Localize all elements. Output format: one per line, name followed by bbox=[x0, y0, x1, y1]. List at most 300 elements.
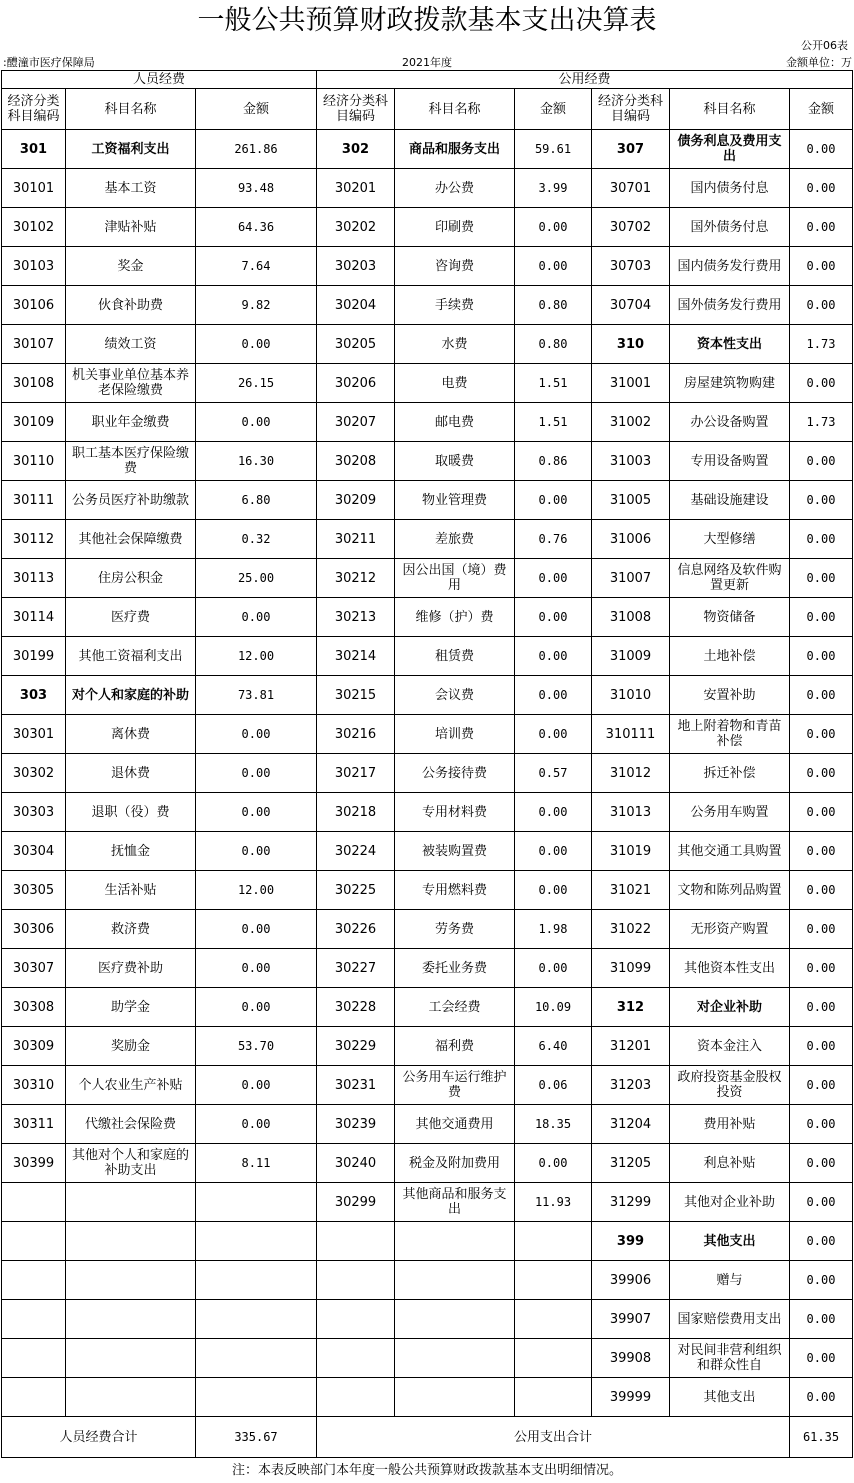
header-code: 经济分类科目编码 bbox=[2, 89, 66, 130]
table-row bbox=[2, 1144, 853, 1183]
table-body bbox=[2, 130, 853, 1417]
item-amount: 7.64 bbox=[196, 247, 317, 286]
page-title: 一般公共预算财政拨款基本支出决算表 bbox=[197, 5, 657, 36]
item-code: 30307 bbox=[2, 949, 66, 988]
item-code: 31203 bbox=[592, 1066, 670, 1105]
public-total-label: 公用支出合计 bbox=[317, 1417, 790, 1458]
item-code: 30114 bbox=[2, 598, 66, 637]
item-name: 专用材料费 bbox=[395, 793, 515, 832]
item-amount: 0.86 bbox=[515, 442, 592, 481]
header-amount: 金额 bbox=[196, 89, 317, 130]
item-name: 国内债务发行费用 bbox=[670, 247, 790, 286]
item-code bbox=[2, 1378, 66, 1417]
item-code: 310 bbox=[592, 325, 670, 364]
item-amount: 0.00 bbox=[515, 598, 592, 637]
item-amount: 6.80 bbox=[196, 481, 317, 520]
item-amount: 8.11 bbox=[196, 1144, 317, 1183]
item-code: 31019 bbox=[592, 832, 670, 871]
table-row bbox=[2, 559, 853, 598]
item-code: 30301 bbox=[2, 715, 66, 754]
item-name: 安置补助 bbox=[670, 676, 790, 715]
item-code: 30305 bbox=[2, 871, 66, 910]
item-amount: 0.00 bbox=[515, 676, 592, 715]
item-name bbox=[66, 1261, 196, 1300]
item-code: 302 bbox=[317, 130, 395, 169]
item-code: 30201 bbox=[317, 169, 395, 208]
item-code: 30702 bbox=[592, 208, 670, 247]
item-code: 301 bbox=[2, 130, 66, 169]
item-name: 公务员医疗补助缴款 bbox=[66, 481, 196, 520]
item-code: 30227 bbox=[317, 949, 395, 988]
item-code: 30107 bbox=[2, 325, 66, 364]
unit-name: 醴潼市医疗保障局 bbox=[6, 56, 95, 69]
item-code: 30204 bbox=[317, 286, 395, 325]
fiscal-year: 2021年度 bbox=[402, 56, 452, 69]
table-row bbox=[2, 832, 853, 871]
item-name: 助学金 bbox=[66, 988, 196, 1027]
item-code: 30399 bbox=[2, 1144, 66, 1183]
item-code bbox=[317, 1261, 395, 1300]
item-name: 个人农业生产补贴 bbox=[66, 1066, 196, 1105]
item-amount: 0.06 bbox=[515, 1066, 592, 1105]
public-total-amount: 61.35 bbox=[790, 1417, 853, 1458]
item-amount: 0.00 bbox=[196, 988, 317, 1027]
item-code: 31013 bbox=[592, 793, 670, 832]
item-amount: 0.00 bbox=[790, 1222, 853, 1261]
item-name: 被装购置费 bbox=[395, 832, 515, 871]
item-name: 其他交通费用 bbox=[395, 1105, 515, 1144]
header-name: 科目名称 bbox=[395, 89, 515, 130]
item-name: 专用设备购置 bbox=[670, 442, 790, 481]
item-code: 30239 bbox=[317, 1105, 395, 1144]
table-row bbox=[2, 715, 853, 754]
item-amount: 0.00 bbox=[790, 1066, 853, 1105]
table-row bbox=[2, 364, 853, 403]
item-amount: 0.00 bbox=[790, 364, 853, 403]
item-amount: 0.00 bbox=[790, 1105, 853, 1144]
item-code: 31299 bbox=[592, 1183, 670, 1222]
item-amount: 0.00 bbox=[790, 637, 853, 676]
item-name: 医疗费 bbox=[66, 598, 196, 637]
header-code: 经济分类科目编码 bbox=[317, 89, 395, 130]
item-name: 救济费 bbox=[66, 910, 196, 949]
item-name: 办公费 bbox=[395, 169, 515, 208]
item-amount: 10.09 bbox=[515, 988, 592, 1027]
expenditure-table bbox=[1, 70, 853, 1458]
item-amount: 0.00 bbox=[515, 1144, 592, 1183]
item-code: 30703 bbox=[592, 247, 670, 286]
item-code: 30206 bbox=[317, 364, 395, 403]
item-name: 奖金 bbox=[66, 247, 196, 286]
footnote: 注：本表反映部门本年度一般公共预算财政拨款基本支出明细情况。 bbox=[231, 1463, 622, 1478]
item-code: 30240 bbox=[317, 1144, 395, 1183]
item-name: 租赁费 bbox=[395, 637, 515, 676]
item-code: 31005 bbox=[592, 481, 670, 520]
header-code: 经济分类科目编码 bbox=[592, 89, 670, 130]
item-code: 39907 bbox=[592, 1300, 670, 1339]
table-row bbox=[2, 247, 853, 286]
item-code: 30215 bbox=[317, 676, 395, 715]
item-code bbox=[2, 1222, 66, 1261]
table-row bbox=[2, 403, 853, 442]
item-amount: 0.00 bbox=[790, 130, 853, 169]
item-code: 30217 bbox=[317, 754, 395, 793]
item-code: 30208 bbox=[317, 442, 395, 481]
table-row bbox=[2, 910, 853, 949]
item-code bbox=[2, 1300, 66, 1339]
item-code: 31204 bbox=[592, 1105, 670, 1144]
item-name: 劳务费 bbox=[395, 910, 515, 949]
item-amount bbox=[196, 1183, 317, 1222]
item-amount: 0.00 bbox=[515, 637, 592, 676]
item-amount: 0.00 bbox=[790, 208, 853, 247]
item-name bbox=[66, 1378, 196, 1417]
item-name: 无形资产购置 bbox=[670, 910, 790, 949]
item-name: 公务用车购置 bbox=[670, 793, 790, 832]
item-name: 医疗费补助 bbox=[66, 949, 196, 988]
table-row bbox=[2, 325, 853, 364]
item-code: 30299 bbox=[317, 1183, 395, 1222]
item-name: 维修（护）费 bbox=[395, 598, 515, 637]
item-name: 专用燃料费 bbox=[395, 871, 515, 910]
item-amount: 0.00 bbox=[515, 949, 592, 988]
table-row bbox=[2, 1300, 853, 1339]
item-amount: 0.00 bbox=[790, 247, 853, 286]
table-row bbox=[2, 1066, 853, 1105]
item-amount: 0.00 bbox=[515, 715, 592, 754]
item-name: 利息补贴 bbox=[670, 1144, 790, 1183]
table-row bbox=[2, 1339, 853, 1378]
item-code bbox=[317, 1339, 395, 1378]
group-personnel: 人员经费 bbox=[2, 71, 317, 89]
item-amount: 0.00 bbox=[790, 1261, 853, 1300]
table-row bbox=[2, 208, 853, 247]
item-code bbox=[317, 1378, 395, 1417]
table-row bbox=[2, 754, 853, 793]
item-code: 30306 bbox=[2, 910, 66, 949]
table-row bbox=[2, 1261, 853, 1300]
table-row bbox=[2, 286, 853, 325]
table-row bbox=[2, 1105, 853, 1144]
item-name: 对企业补助 bbox=[670, 988, 790, 1027]
item-amount: 0.00 bbox=[196, 1105, 317, 1144]
item-code: 31008 bbox=[592, 598, 670, 637]
item-code: 30205 bbox=[317, 325, 395, 364]
item-code: 30203 bbox=[317, 247, 395, 286]
item-name: 土地补偿 bbox=[670, 637, 790, 676]
item-name: 资本金注入 bbox=[670, 1027, 790, 1066]
item-amount: 1.73 bbox=[790, 325, 853, 364]
item-name: 退职（役）费 bbox=[66, 793, 196, 832]
item-name: 国内债务付息 bbox=[670, 169, 790, 208]
totals-row bbox=[2, 1417, 853, 1458]
item-name: 商品和服务支出 bbox=[395, 130, 515, 169]
item-amount bbox=[196, 1300, 317, 1339]
item-amount: 93.48 bbox=[196, 169, 317, 208]
item-amount: 0.00 bbox=[790, 910, 853, 949]
item-name: 其他资本性支出 bbox=[670, 949, 790, 988]
item-code: 31099 bbox=[592, 949, 670, 988]
item-amount: 0.00 bbox=[790, 715, 853, 754]
item-name: 培训费 bbox=[395, 715, 515, 754]
item-name: 国外债务付息 bbox=[670, 208, 790, 247]
item-code: 30213 bbox=[317, 598, 395, 637]
item-name: 工资福利支出 bbox=[66, 130, 196, 169]
table-row bbox=[2, 130, 853, 169]
header-amount: 金额 bbox=[790, 89, 853, 130]
item-name: 奖励金 bbox=[66, 1027, 196, 1066]
item-code: 39908 bbox=[592, 1339, 670, 1378]
item-code: 399 bbox=[592, 1222, 670, 1261]
item-amount: 6.40 bbox=[515, 1027, 592, 1066]
item-amount: 0.00 bbox=[790, 676, 853, 715]
item-amount: 0.00 bbox=[790, 286, 853, 325]
personnel-total-amount: 335.67 bbox=[196, 1417, 317, 1458]
table-row bbox=[2, 598, 853, 637]
item-amount: 53.70 bbox=[196, 1027, 317, 1066]
item-name: 抚恤金 bbox=[66, 832, 196, 871]
item-name: 信息网络及软件购置更新 bbox=[670, 559, 790, 598]
item-amount: 0.00 bbox=[515, 832, 592, 871]
item-code bbox=[317, 1300, 395, 1339]
item-amount: 59.61 bbox=[515, 130, 592, 169]
item-amount: 0.00 bbox=[790, 1300, 853, 1339]
table-row bbox=[2, 1378, 853, 1417]
item-amount: 0.00 bbox=[196, 1066, 317, 1105]
amount-unit: 金额单位：万 bbox=[786, 56, 852, 69]
item-code bbox=[2, 1183, 66, 1222]
item-code: 30209 bbox=[317, 481, 395, 520]
item-amount: 0.00 bbox=[196, 598, 317, 637]
item-name: 大型修缮 bbox=[670, 520, 790, 559]
item-name: 电费 bbox=[395, 364, 515, 403]
item-name: 绩效工资 bbox=[66, 325, 196, 364]
item-amount: 0.00 bbox=[790, 1339, 853, 1378]
item-amount bbox=[196, 1261, 317, 1300]
group-header-row bbox=[2, 71, 853, 89]
item-code: 307 bbox=[592, 130, 670, 169]
header-name: 科目名称 bbox=[66, 89, 196, 130]
item-name: 其他商品和服务支出 bbox=[395, 1183, 515, 1222]
group-public: 公用经费 bbox=[317, 71, 853, 89]
item-code: 30112 bbox=[2, 520, 66, 559]
item-code bbox=[317, 1222, 395, 1261]
item-code: 30224 bbox=[317, 832, 395, 871]
item-code: 31022 bbox=[592, 910, 670, 949]
item-name: 取暖费 bbox=[395, 442, 515, 481]
item-name bbox=[395, 1339, 515, 1378]
item-code: 30304 bbox=[2, 832, 66, 871]
table-row bbox=[2, 637, 853, 676]
item-code: 30109 bbox=[2, 403, 66, 442]
item-code: 30309 bbox=[2, 1027, 66, 1066]
item-name: 其他社会保障缴费 bbox=[66, 520, 196, 559]
item-name: 生活补贴 bbox=[66, 871, 196, 910]
item-name bbox=[66, 1339, 196, 1378]
table-row bbox=[2, 520, 853, 559]
item-code: 30303 bbox=[2, 793, 66, 832]
item-name bbox=[395, 1378, 515, 1417]
table-row bbox=[2, 988, 853, 1027]
item-code: 31012 bbox=[592, 754, 670, 793]
table-row bbox=[2, 1222, 853, 1261]
item-amount: 0.57 bbox=[515, 754, 592, 793]
item-name: 差旅费 bbox=[395, 520, 515, 559]
item-amount: 0.00 bbox=[196, 910, 317, 949]
item-code: 30225 bbox=[317, 871, 395, 910]
item-code: 31205 bbox=[592, 1144, 670, 1183]
item-code: 30207 bbox=[317, 403, 395, 442]
table-row bbox=[2, 442, 853, 481]
item-name: 基本工资 bbox=[66, 169, 196, 208]
item-amount: 0.00 bbox=[790, 442, 853, 481]
item-amount bbox=[515, 1378, 592, 1417]
item-code: 31001 bbox=[592, 364, 670, 403]
item-name: 职工基本医疗保险缴费 bbox=[66, 442, 196, 481]
item-name bbox=[66, 1183, 196, 1222]
item-code: 31009 bbox=[592, 637, 670, 676]
item-amount: 18.35 bbox=[515, 1105, 592, 1144]
item-amount: 0.00 bbox=[790, 1027, 853, 1066]
item-amount: 0.00 bbox=[196, 715, 317, 754]
item-name: 咨询费 bbox=[395, 247, 515, 286]
item-name: 其他对企业补助 bbox=[670, 1183, 790, 1222]
header-name: 科目名称 bbox=[670, 89, 790, 130]
item-amount bbox=[515, 1339, 592, 1378]
item-code: 30218 bbox=[317, 793, 395, 832]
item-name: 会议费 bbox=[395, 676, 515, 715]
item-name: 手续费 bbox=[395, 286, 515, 325]
item-code: 30228 bbox=[317, 988, 395, 1027]
item-amount: 12.00 bbox=[196, 871, 317, 910]
item-amount: 0.00 bbox=[196, 754, 317, 793]
item-code: 30211 bbox=[317, 520, 395, 559]
item-amount: 261.86 bbox=[196, 130, 317, 169]
item-amount: 0.00 bbox=[790, 949, 853, 988]
item-amount: 0.00 bbox=[196, 325, 317, 364]
item-code: 31201 bbox=[592, 1027, 670, 1066]
table-row bbox=[2, 1027, 853, 1066]
item-code: 30214 bbox=[317, 637, 395, 676]
item-code: 31007 bbox=[592, 559, 670, 598]
item-code: 30106 bbox=[2, 286, 66, 325]
item-code: 30103 bbox=[2, 247, 66, 286]
item-code: 30101 bbox=[2, 169, 66, 208]
item-name: 政府投资基金股权投资 bbox=[670, 1066, 790, 1105]
item-name: 津贴补贴 bbox=[66, 208, 196, 247]
item-code: 30216 bbox=[317, 715, 395, 754]
item-amount: 12.00 bbox=[196, 637, 317, 676]
table-row bbox=[2, 871, 853, 910]
item-amount: 0.00 bbox=[790, 793, 853, 832]
item-code: 30231 bbox=[317, 1066, 395, 1105]
item-amount: 0.00 bbox=[196, 949, 317, 988]
item-amount: 64.36 bbox=[196, 208, 317, 247]
item-name: 其他支出 bbox=[670, 1222, 790, 1261]
item-code bbox=[2, 1261, 66, 1300]
item-name: 拆迁补偿 bbox=[670, 754, 790, 793]
item-name: 印刷费 bbox=[395, 208, 515, 247]
item-code: 310111 bbox=[592, 715, 670, 754]
item-code: 30212 bbox=[317, 559, 395, 598]
item-code: 31003 bbox=[592, 442, 670, 481]
item-amount: 16.30 bbox=[196, 442, 317, 481]
table-row bbox=[2, 169, 853, 208]
item-amount: 9.82 bbox=[196, 286, 317, 325]
item-amount: 0.00 bbox=[790, 169, 853, 208]
item-amount bbox=[515, 1300, 592, 1339]
item-amount: 0.00 bbox=[790, 1378, 853, 1417]
table-row bbox=[2, 949, 853, 988]
item-name: 办公设备购置 bbox=[670, 403, 790, 442]
item-amount: 0.32 bbox=[196, 520, 317, 559]
item-code: 30302 bbox=[2, 754, 66, 793]
item-name: 赠与 bbox=[670, 1261, 790, 1300]
item-amount: 0.00 bbox=[515, 793, 592, 832]
item-name: 费用补贴 bbox=[670, 1105, 790, 1144]
item-code: 30102 bbox=[2, 208, 66, 247]
item-amount bbox=[196, 1222, 317, 1261]
item-code: 30704 bbox=[592, 286, 670, 325]
item-amount: 0.00 bbox=[790, 1144, 853, 1183]
item-name bbox=[395, 1300, 515, 1339]
item-code: 30229 bbox=[317, 1027, 395, 1066]
item-name: 代缴社会保险费 bbox=[66, 1105, 196, 1144]
item-amount: 0.76 bbox=[515, 520, 592, 559]
item-name: 基础设施建设 bbox=[670, 481, 790, 520]
item-amount: 73.81 bbox=[196, 676, 317, 715]
item-amount bbox=[196, 1378, 317, 1417]
item-code: 30113 bbox=[2, 559, 66, 598]
unit-prefix: : bbox=[3, 56, 7, 69]
item-code: 31021 bbox=[592, 871, 670, 910]
item-amount: 0.00 bbox=[196, 793, 317, 832]
item-name: 因公出国（境）费用 bbox=[395, 559, 515, 598]
item-name: 地上附着物和青苗补偿 bbox=[670, 715, 790, 754]
item-name: 房屋建筑物购建 bbox=[670, 364, 790, 403]
item-name: 债务利息及费用支出 bbox=[670, 130, 790, 169]
item-code: 30701 bbox=[592, 169, 670, 208]
item-amount: 0.00 bbox=[515, 559, 592, 598]
item-amount: 0.00 bbox=[790, 754, 853, 793]
item-name bbox=[395, 1222, 515, 1261]
item-code: 31006 bbox=[592, 520, 670, 559]
item-code: 39906 bbox=[592, 1261, 670, 1300]
item-name: 文物和陈列品购置 bbox=[670, 871, 790, 910]
item-code bbox=[2, 1339, 66, 1378]
form-number: 公开06表 bbox=[801, 39, 848, 52]
item-code: 312 bbox=[592, 988, 670, 1027]
item-code: 30108 bbox=[2, 364, 66, 403]
item-name: 其他支出 bbox=[670, 1378, 790, 1417]
item-name: 其他工资福利支出 bbox=[66, 637, 196, 676]
item-name: 委托业务费 bbox=[395, 949, 515, 988]
item-amount: 0.00 bbox=[790, 520, 853, 559]
item-amount: 0.00 bbox=[790, 598, 853, 637]
item-amount: 1.98 bbox=[515, 910, 592, 949]
table-row bbox=[2, 676, 853, 715]
item-amount: 0.00 bbox=[790, 481, 853, 520]
item-code: 30110 bbox=[2, 442, 66, 481]
item-code: 31010 bbox=[592, 676, 670, 715]
item-amount: 1.51 bbox=[515, 403, 592, 442]
item-name bbox=[66, 1300, 196, 1339]
item-code: 30226 bbox=[317, 910, 395, 949]
item-code: 30310 bbox=[2, 1066, 66, 1105]
item-code: 30199 bbox=[2, 637, 66, 676]
item-amount: 0.80 bbox=[515, 286, 592, 325]
item-amount: 0.00 bbox=[196, 832, 317, 871]
